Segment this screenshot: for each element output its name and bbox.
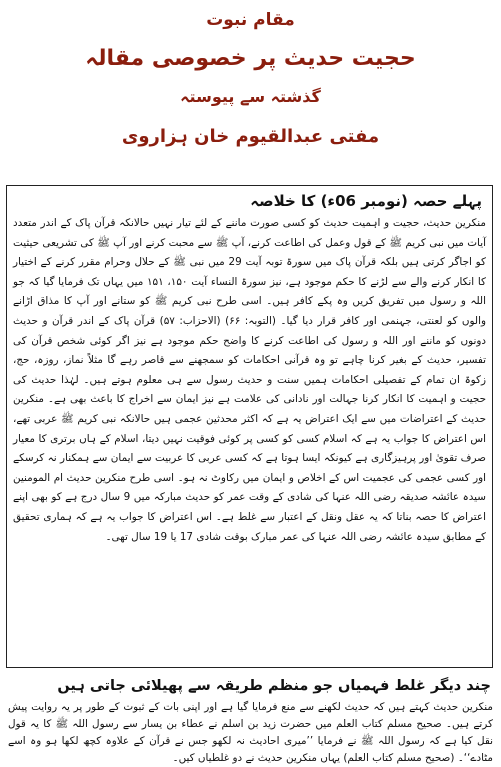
summary-title: پہلے حصہ (نومبر 06ء) کا خلاصہ	[250, 192, 482, 210]
summary-body: منکرین حدیث، حجیت و اہمیت حدیث کو کسی صورت ماننے کے لئے تیار نہیں حالانکہ قرآن پاک کے اندر متعدد آیات میں نبی کریم ﷺ کے قول وعمل کی اطاعت کرنے، آپ ﷺ سے محبت کرنے اور آپ ﷺ کی تشریعی حیثیت کو اجاگر کرتی ہیں بلکہ قرآن پاک میں سورۃ توبہ آیت 29 میں نبی ﷺ کے حلال وحرام مقرر کرنے کے اختیار کا انکار کرنے والے سے لڑنے کا حکم موجود ہے، نیز سورۃ النساء آیت ۱۵۰، ۱۵۱ میں یہاں تک فرمایا گیا کہ جو اللہ و رسول میں تفریق کریں وہ پکے کافر ہیں۔ اسی طرح نبی کریم ﷺ کو ستانے اور آپ کا مذاق اڑانے والوں کو لعنتی، جہنمی اور کافر قرار دیا گیا۔ (التوبہ: ۶۶) (الاحزاب: ۵۷) قرآن پاک کے اندر قرآن و حدیث دونوں کو ماننے اور اللہ و رسول کی اطاعت کرنے کا واضح حکم موجود ہے نیز اگر کوئی شخص قرآن کی تفسیر، حدیث کے بغیر کرنا چاہے تو وہ قرآنی احکامات کو سمجھنے سے قاصر رہے گا مثلاً نماز، روزہ، حج، زکوۃ ان تمام کے تفصیلی احکامات ہمیں سنت و حدیث رسول سے ہی معلوم ہوتے ہیں۔ لہٰذا حدیث کی حجیت و اہمیت کا انکار کرنا جہالت اور نادانی کی علامت ہے نیز ایمان سے اخراج کا باعث بھی ہے۔ منکرین حدیث کے اعتراضات میں سے ایک اعتراض یہ ہے کہ اکثر محدثین عجمی ہیں حالانکہ نبی کریم ﷺ عربی تھے، اس اعتراض کا جواب یہ ہے کہ اسلام کسی کو کسی پر کوئی فوقیت نہیں دیتا، اسلام کے ہاں برتری کا معیار صرف تقویٰ اور پرہیزگاری ہے کیونکہ ایسا ہوتا ہے کہ کسی عربی کا عربیت سے ایمان سے ہمکنار نہ کرسکے اور کسی عجمی کی عجمیت اس کے اخلاص و ایمان میں رکاوٹ نہ ہو۔ اسی طرح منکرین حدیث ام المومنین سیدہ عائشہ صدیقہ رضی اللہ عنہا کی شادی کے وقت عمر کو حدیث مبارکہ میں 9 سال درج ہے کو بھی اپنے اعتراض کا حصہ بناتا کہ یہ عقل ونقل کے اعتبار سے غلط ہے۔ اس اعتراض کا جواب یہ ہے کہ ہماری تحقیق کے مطابق سیدہ عائشہ رضی اللہ عنہا کی عمر مبارک بوقت شادی 17 یا 19 سال تھی۔	[13, 217, 486, 543]
article-header	[0, 8, 501, 150]
section-body: منکرین حدیث کہتے ہیں کہ حدیث لکھنے سے منع فرمایا گیا ہے اور اپنی بات کے ثبوت کے طور پر یہ روایت پیش کرتے ہیں۔ صحیح مسلم کتاب العلم میں حضرت زید بن اسلم نے عطاء بن یسار سے رسول اللہ ﷺ کا یہ قول نقل کیا ہے کہ رسول اللہ ﷺ نے فرمایا ’’میری احادیث نہ لکھو جس نے قرآن کے علاوہ کچھ لکھا ہو وہ اسے مٹادے‘‘۔ (صحیح مسلم کتاب العلم) یہاں منکرین حدیث نے دو غلطیاں کیں۔	[8, 701, 493, 764]
author-name: مفتی عبدالقیوم خان ہزاروی	[121, 126, 380, 147]
article-title: حجیت حدیث پر خصوصی مقالہ	[85, 46, 416, 71]
section-title: مقام نبوت	[206, 10, 295, 30]
article-subtitle: گذشتہ سے پیوستہ	[180, 87, 321, 106]
summary-box	[6, 185, 493, 668]
section-heading: چند دیگر غلط فہمیاں جو منظم طریقہ سے پھیلائی جاتی ہیں	[57, 678, 491, 694]
